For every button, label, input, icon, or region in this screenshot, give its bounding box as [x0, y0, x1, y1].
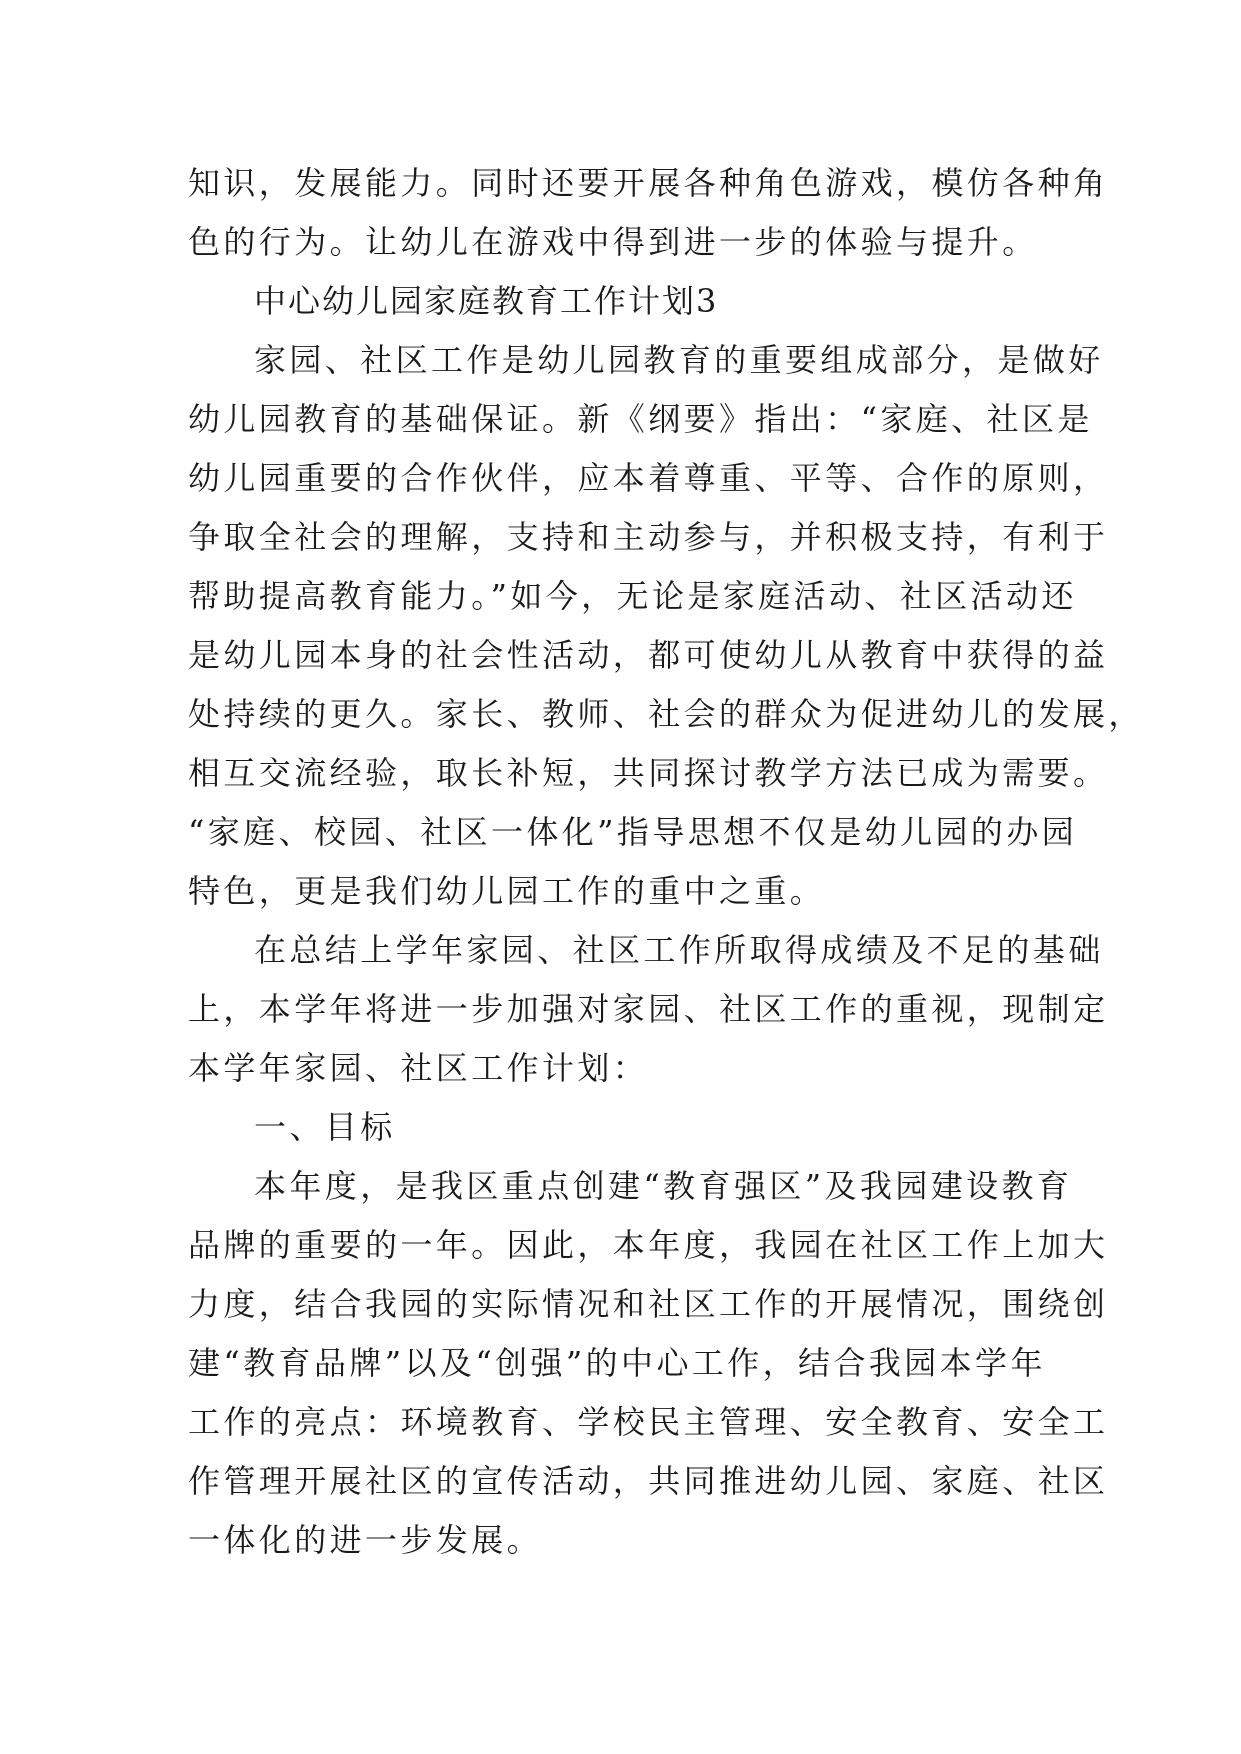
paragraph-line: 上，本学年将进一步加强对家园、社区工作的重视，现制定	[188, 990, 1109, 1028]
section-title: 中心幼儿园家庭教育工作计划3	[254, 282, 719, 320]
paragraph-line: 争取全社会的理解，支持和主动参与，并积极支持，有利于	[188, 518, 1109, 556]
paragraph-line: 工作的亮点：环境教育、学校民主管理、安全教育、安全工	[188, 1403, 1109, 1441]
paragraph-line: 家园、社区工作是幼儿园教育的重要组成部分，是做好	[254, 341, 1104, 379]
document-body	[188, 154, 1144, 1570]
paragraph-line: 力度，结合我园的实际情况和社区工作的开展情况，围绕创	[188, 1285, 1109, 1323]
paragraph-line: 幼儿园教育的基础保证。新《纲要》指出：“家庭、社区是	[188, 400, 1093, 438]
paragraph-line: 色的行为。让幼儿在游戏中得到进一步的体验与提升。	[188, 223, 1038, 261]
paragraph-line: 帮助提高教育能力。”如今，无论是家庭活动、社区活动还	[188, 577, 1077, 615]
paragraph-line: 本年度，是我区重点创建“教育强区”及我园建设教育	[254, 1167, 1073, 1205]
paragraph-line: 知识，发展能力。同时还要开展各种角色游戏，模仿各种角	[188, 164, 1109, 202]
paragraph-line: 幼儿园重要的合作伙伴，应本着尊重、平等、合作的原则，	[188, 459, 1109, 497]
paragraph-line: “家庭、校园、社区一体化”指导思想不仅是幼儿园的办园	[188, 813, 1078, 851]
section-heading: 一、目标	[254, 1108, 396, 1146]
paragraph-line: 相互交流经验，取长补短，共同探讨教学方法已成为需要。	[188, 754, 1109, 792]
paragraph-line: 在总结上学年家园、社区工作所取得成绩及不足的基础	[254, 931, 1104, 969]
paragraph-line: 处持续的更久。家长、教师、社会的群众为促进幼儿的发展，	[188, 695, 1144, 733]
paragraph-line: 一体化的进一步发展。	[188, 1521, 543, 1559]
paragraph-line: 作管理开展社区的宣传活动，共同推进幼儿园、家庭、社区	[188, 1462, 1109, 1500]
paragraph-line: 品牌的重要的一年。因此，本年度，我园在社区工作上加大	[188, 1226, 1109, 1264]
paragraph-line: 本学年家园、社区工作计划：	[188, 1049, 649, 1087]
paragraph-line: 是幼儿园本身的社会性活动，都可使幼儿从教育中获得的益	[188, 636, 1109, 674]
paragraph-line: 建“教育品牌”以及“创强”的中心工作，结合我园本学年	[188, 1344, 1046, 1382]
paragraph-line: 特色，更是我们幼儿园工作的重中之重。	[188, 872, 826, 910]
